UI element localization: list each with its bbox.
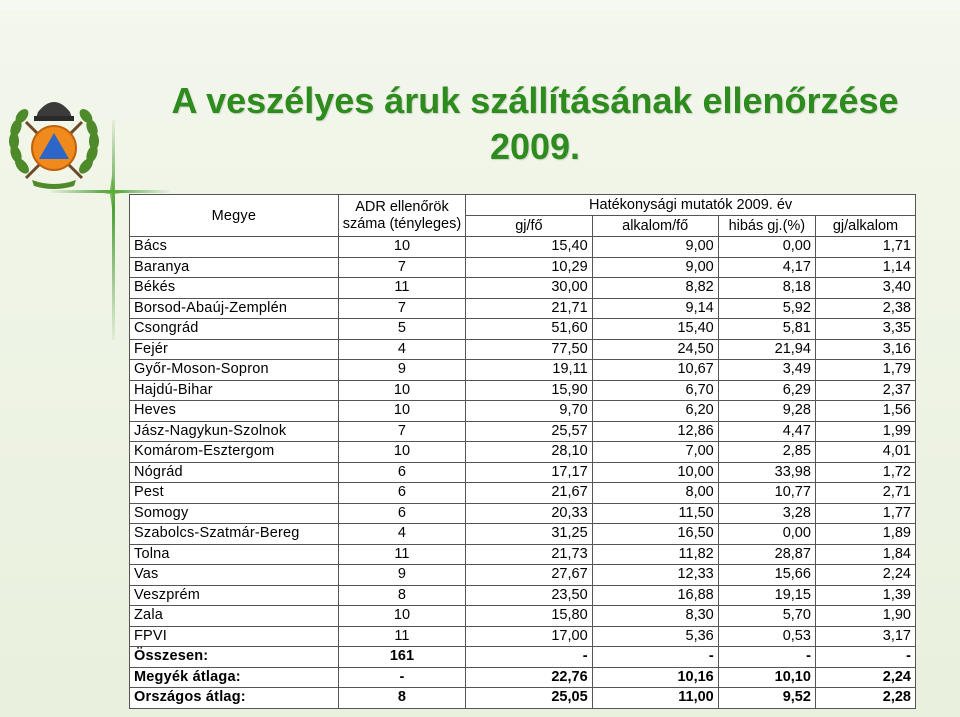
cell-adr: 9: [338, 360, 465, 381]
table-row: [130, 421, 916, 442]
table-row: [130, 237, 916, 258]
header-group: Hatékonysági mutatók 2009. év: [466, 195, 916, 216]
summary-row: [130, 667, 916, 688]
cell-gjalk: 1,72: [815, 462, 915, 483]
header-alk: alkalom/fő: [592, 216, 718, 237]
cell-gjfo: 17,17: [466, 462, 592, 483]
cell-county: Zala: [130, 606, 339, 627]
cell-alk: 9,00: [592, 257, 718, 278]
cell-gjfo: 51,60: [466, 319, 592, 340]
cell-alk: 6,70: [592, 380, 718, 401]
header-gjalk: gj/alkalom: [815, 216, 915, 237]
cell-gjfo: 23,50: [466, 585, 592, 606]
cell-gjfo: 21,71: [466, 298, 592, 319]
table-row: [130, 606, 916, 627]
cell-alk: 12,33: [592, 565, 718, 586]
cell-gjfo: 10,29: [466, 257, 592, 278]
table-row: [130, 544, 916, 565]
cell-hibas: 5,92: [718, 298, 815, 319]
cell-hibas: 21,94: [718, 339, 815, 360]
cell-hibas: 5,70: [718, 606, 815, 627]
cell-gjalk: 2,24: [815, 565, 915, 586]
cell-county: Nógrád: [130, 462, 339, 483]
cell-adr: 5: [338, 319, 465, 340]
cell-county: Bács: [130, 237, 339, 258]
cell-county: Szabolcs-Szatmár-Bereg: [130, 524, 339, 545]
header-adr: [338, 195, 465, 237]
cell-gjalk: 3,16: [815, 339, 915, 360]
cell-gjalk: 1,90: [815, 606, 915, 627]
cell-adr: 8: [338, 585, 465, 606]
cell-alk: 10,16: [592, 667, 718, 688]
cell-gjalk: -: [815, 647, 915, 668]
cell-adr: 10: [338, 237, 465, 258]
cell-gjalk: 2,37: [815, 380, 915, 401]
cell-gjalk: 2,71: [815, 483, 915, 504]
cell-alk: 12,86: [592, 421, 718, 442]
cell-gjalk: 2,28: [815, 688, 915, 709]
cell-hibas: 10,77: [718, 483, 815, 504]
cell-gjfo: 28,10: [466, 442, 592, 463]
cell-hibas: 4,47: [718, 421, 815, 442]
cell-adr: 6: [338, 503, 465, 524]
cell-gjalk: 3,35: [815, 319, 915, 340]
cell-gjalk: 1,79: [815, 360, 915, 381]
cell-gjalk: 1,56: [815, 401, 915, 422]
inspection-table: [129, 194, 916, 709]
cell-gjalk: 3,17: [815, 626, 915, 647]
cell-gjfo: 15,40: [466, 237, 592, 258]
cell-alk: 16,50: [592, 524, 718, 545]
cell-hibas: 0,53: [718, 626, 815, 647]
cell-gjfo: -: [466, 647, 592, 668]
cell-adr: 10: [338, 401, 465, 422]
cell-adr: 11: [338, 544, 465, 565]
cell-alk: 15,40: [592, 319, 718, 340]
cell-gjfo: 15,90: [466, 380, 592, 401]
cell-county: Somogy: [130, 503, 339, 524]
cell-hibas: 2,85: [718, 442, 815, 463]
cell-alk: 9,14: [592, 298, 718, 319]
cell-county: Veszprém: [130, 585, 339, 606]
cell-alk: 16,88: [592, 585, 718, 606]
cell-gjfo: 22,76: [466, 667, 592, 688]
cell-alk: 6,20: [592, 401, 718, 422]
cell-gjalk: 1,77: [815, 503, 915, 524]
cell-county: Hajdú-Bihar: [130, 380, 339, 401]
cell-hibas: 9,52: [718, 688, 815, 709]
cell-hibas: 5,81: [718, 319, 815, 340]
table-row: [130, 298, 916, 319]
cell-hibas: 10,10: [718, 667, 815, 688]
cell-adr: 11: [338, 626, 465, 647]
cell-county: Összesen:: [130, 647, 339, 668]
cell-hibas: -: [718, 647, 815, 668]
cell-gjalk: 1,39: [815, 585, 915, 606]
cell-gjalk: 1,84: [815, 544, 915, 565]
cell-alk: 11,50: [592, 503, 718, 524]
cell-alk: 8,00: [592, 483, 718, 504]
cell-hibas: 8,18: [718, 278, 815, 299]
decorative-vertical-line: [112, 120, 115, 340]
cell-gjalk: 4,01: [815, 442, 915, 463]
cell-county: Vas: [130, 565, 339, 586]
cell-hibas: 0,00: [718, 524, 815, 545]
table-row: [130, 442, 916, 463]
header-adr-line1: ADR ellenőrök: [355, 198, 449, 215]
cell-county: FPVI: [130, 626, 339, 647]
header-adr-line2: száma (tényleges): [342, 215, 462, 232]
cell-hibas: 0,00: [718, 237, 815, 258]
cell-alk: 9,00: [592, 237, 718, 258]
table-row: [130, 401, 916, 422]
cell-adr: 4: [338, 339, 465, 360]
cell-hibas: 33,98: [718, 462, 815, 483]
summary-row: [130, 688, 916, 709]
cell-adr: 6: [338, 462, 465, 483]
cell-county: Borsod-Abaúj-Zemplén: [130, 298, 339, 319]
cell-county: Országos átlag:: [130, 688, 339, 709]
cell-gjfo: 15,80: [466, 606, 592, 627]
cell-adr: -: [338, 667, 465, 688]
table-row: [130, 503, 916, 524]
header-gjfo: gj/fő: [466, 216, 592, 237]
cell-county: Békés: [130, 278, 339, 299]
cell-adr: 7: [338, 257, 465, 278]
cell-alk: 8,30: [592, 606, 718, 627]
cell-county: Megyék átlaga:: [130, 667, 339, 688]
cell-gjfo: 19,11: [466, 360, 592, 381]
cell-gjalk: 1,89: [815, 524, 915, 545]
cell-adr: 10: [338, 442, 465, 463]
cell-gjalk: 2,38: [815, 298, 915, 319]
cell-adr: 11: [338, 278, 465, 299]
cell-county: Pest: [130, 483, 339, 504]
cell-gjalk: 1,71: [815, 237, 915, 258]
cell-county: Fejér: [130, 339, 339, 360]
cell-alk: 10,67: [592, 360, 718, 381]
table-row: [130, 339, 916, 360]
cell-gjalk: 1,14: [815, 257, 915, 278]
table-row: [130, 585, 916, 606]
top-strip: [0, 0, 960, 10]
table-header-row-1: [130, 195, 916, 216]
cell-alk: 10,00: [592, 462, 718, 483]
cell-county: Komárom-Esztergom: [130, 442, 339, 463]
table-row: [130, 565, 916, 586]
cell-hibas: 28,87: [718, 544, 815, 565]
table-body: [130, 237, 916, 709]
header-county: Megye: [130, 195, 339, 237]
cell-gjfo: 31,25: [466, 524, 592, 545]
cell-county: Csongrád: [130, 319, 339, 340]
cell-adr: 9: [338, 565, 465, 586]
fire-rescue-crest-icon: [2, 88, 106, 192]
cell-alk: 11,82: [592, 544, 718, 565]
title-line-1: A veszélyes áruk szállításának ellenőrzése: [171, 80, 899, 121]
cell-adr: 10: [338, 606, 465, 627]
cell-gjfo: 27,67: [466, 565, 592, 586]
cell-gjfo: 21,67: [466, 483, 592, 504]
header-hibas: hibás gj.(%): [718, 216, 815, 237]
cell-adr: 6: [338, 483, 465, 504]
cell-alk: -: [592, 647, 718, 668]
cell-county: Jász-Nagykun-Szolnok: [130, 421, 339, 442]
table-row: [130, 524, 916, 545]
cell-hibas: 9,28: [718, 401, 815, 422]
cell-county: Heves: [130, 401, 339, 422]
cell-gjfo: 17,00: [466, 626, 592, 647]
page-title: [130, 78, 940, 170]
cell-alk: 8,82: [592, 278, 718, 299]
sparkle-icon: [96, 176, 128, 208]
cell-alk: 11,00: [592, 688, 718, 709]
cell-hibas: 19,15: [718, 585, 815, 606]
cell-adr: 161: [338, 647, 465, 668]
cell-gjfo: 25,05: [466, 688, 592, 709]
cell-gjfo: 30,00: [466, 278, 592, 299]
table-row: [130, 462, 916, 483]
cell-alk: 24,50: [592, 339, 718, 360]
cell-hibas: 3,49: [718, 360, 815, 381]
cell-gjfo: 25,57: [466, 421, 592, 442]
cell-county: Győr-Moson-Sopron: [130, 360, 339, 381]
cell-adr: 10: [338, 380, 465, 401]
table-row: [130, 626, 916, 647]
table-row: [130, 278, 916, 299]
table-row: [130, 360, 916, 381]
cell-alk: 7,00: [592, 442, 718, 463]
cell-hibas: 6,29: [718, 380, 815, 401]
cell-adr: 7: [338, 421, 465, 442]
cell-adr: 8: [338, 688, 465, 709]
cell-adr: 7: [338, 298, 465, 319]
summary-row: [130, 647, 916, 668]
table-row: [130, 483, 916, 504]
table-row: [130, 319, 916, 340]
cell-adr: 4: [338, 524, 465, 545]
title-line-2: 2009.: [489, 126, 581, 167]
cell-gjalk: 2,24: [815, 667, 915, 688]
cell-hibas: 3,28: [718, 503, 815, 524]
cell-gjalk: 1,99: [815, 421, 915, 442]
cell-gjalk: 3,40: [815, 278, 915, 299]
cell-alk: 5,36: [592, 626, 718, 647]
table-row: [130, 257, 916, 278]
cell-county: Tolna: [130, 544, 339, 565]
cell-gjfo: 21,73: [466, 544, 592, 565]
cell-gjfo: 77,50: [466, 339, 592, 360]
cell-county: Baranya: [130, 257, 339, 278]
table-row: [130, 380, 916, 401]
cell-hibas: 15,66: [718, 565, 815, 586]
cell-hibas: 4,17: [718, 257, 815, 278]
cell-gjfo: 9,70: [466, 401, 592, 422]
cell-gjfo: 20,33: [466, 503, 592, 524]
